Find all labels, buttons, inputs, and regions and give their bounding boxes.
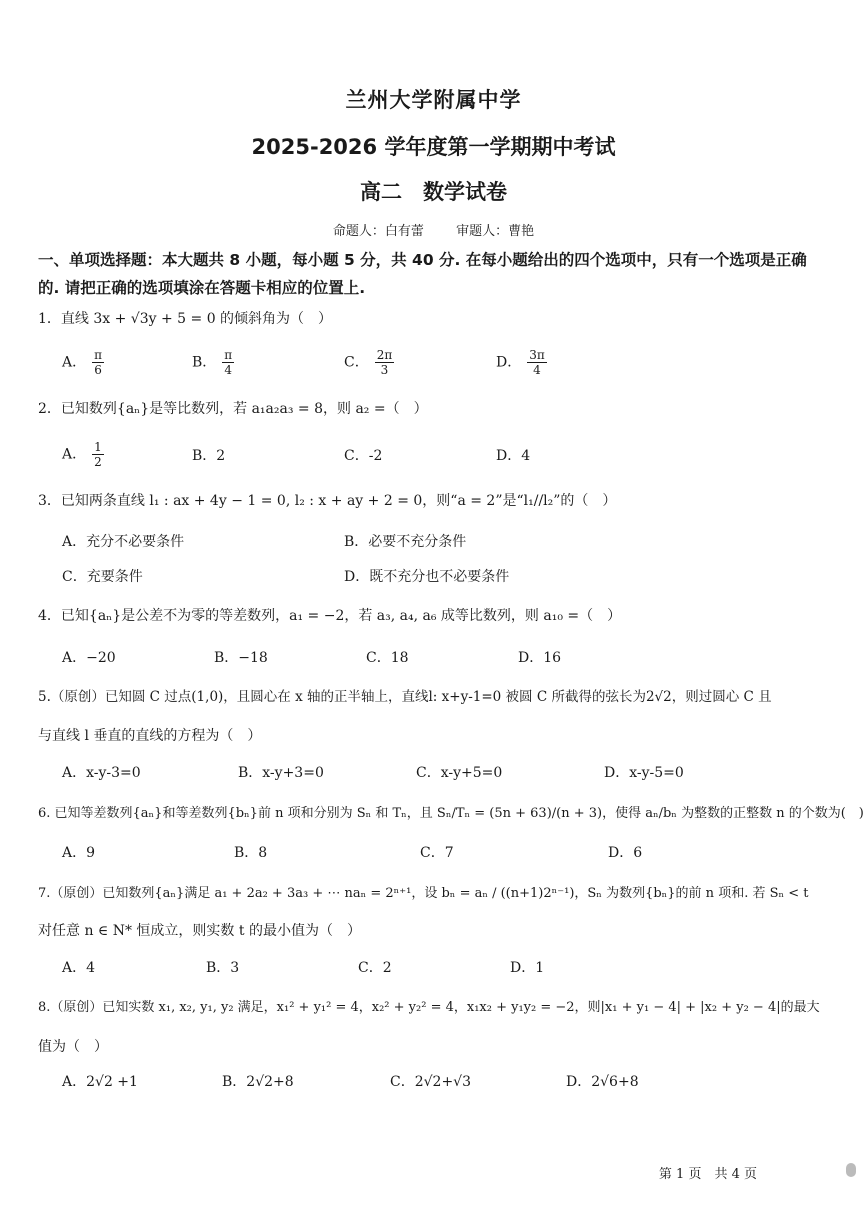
q7-option-d: D．1 — [510, 960, 545, 976]
q4-option-a: A．−20 — [62, 650, 116, 666]
q8-option-b: B．2√2+8 — [222, 1074, 294, 1090]
q5-option-a: A．x-y-3=0 — [62, 765, 141, 781]
question-5-stem: 5.（原创）已知圆 C 过点(1,0)，且圆心在 x 轴的正半轴上，直线l: x+y-1=0 被圆 C 所截得的弦长为2√2，则过圆心 C 且 — [38, 689, 772, 705]
q8-option-a: A．2√2 +1 — [62, 1074, 138, 1090]
school-title: 兰州大学附属中学 — [345, 88, 522, 112]
question-3-stem: 3．已知两条直线 l₁ : ax + 4y − 1 = 0, l₂ : x + ay + 2 = 0，则“a = 2”是“l₁//l₂”的（ ） — [38, 493, 617, 509]
q8-option-c: C．2√2+√3 — [390, 1074, 472, 1090]
question-5-stem-cont: 与直线 l 垂直的直线的方程为（ ） — [38, 728, 262, 744]
option-label: A． — [62, 354, 87, 371]
option-label: D． — [496, 354, 522, 371]
numerator: π — [224, 348, 233, 362]
q7-option-b: B．3 — [206, 960, 240, 976]
q8-option-d: D．2√6+8 — [566, 1074, 639, 1090]
q6-option-c: C．7 — [420, 845, 454, 861]
q3-option-a: A．充分不必要条件 — [62, 534, 185, 550]
setter-label: 命题人：白有蕾 — [332, 224, 424, 239]
numerator: π — [94, 348, 103, 362]
q2-option-a — [62, 440, 104, 469]
q5-option-c: C．x-y+5=0 — [416, 765, 503, 781]
q1-option-c — [344, 348, 394, 377]
section-instructions: 一、单项选择题：本大题共 8 小题，每小题 5 分，共 40 分. 在每小题给出的四个选项中，只有一个选项是正确的. 请把正确的选项填涂在答题卡相应的位置上. — [38, 251, 807, 297]
denominator: 6 — [94, 363, 102, 377]
question-6-stem: 6. 已知等差数列{aₙ}和等差数列{bₙ}前 n 项和分别为 Sₙ 和 Tₙ，且 Sₙ/Tₙ = (5n + 63)/(n + 3)，使得 aₙ/bₙ 为整数的正整数 n 的个数为( ) — [38, 806, 864, 821]
fraction — [92, 440, 104, 469]
q2-option-b: B．2 — [192, 448, 226, 464]
q3-option-b: B．必要不充分条件 — [344, 534, 467, 550]
question-8-stem-cont: 值为（ ） — [38, 1039, 108, 1055]
exam-title: 2025-2026 学年度第一学期期中考试 — [251, 135, 616, 159]
authors-line — [0, 220, 867, 239]
question-7-stem: 7.（原创）已知数列{aₙ}满足 a₁ + 2a₂ + 3a₃ + ⋯ naₙ = 2ⁿ⁺¹，设 bₙ = aₙ / ((n+1)2ⁿ⁻¹)，Sₙ 为数列{bₙ}的前 n 项和. 若 Sₙ < t — [38, 886, 809, 901]
question-2-stem: 2．已知数列{aₙ}是等比数列，若 a₁a₂a₃ = 8，则 a₂ =（ ） — [38, 401, 428, 417]
q4-option-d: D．16 — [518, 650, 562, 666]
fraction — [92, 348, 104, 377]
q2-option-c: C．-2 — [344, 448, 383, 464]
q4-option-b: B．−18 — [214, 650, 268, 666]
reviewer-label: 审题人：曹艳 — [456, 224, 535, 239]
fraction — [527, 348, 547, 377]
fraction — [375, 348, 395, 377]
page-number: 第 1 页 共 4 页 — [658, 1167, 757, 1182]
q1-option-d — [496, 348, 547, 377]
numerator: 3π — [529, 348, 545, 362]
q3-option-c: C．充要条件 — [62, 569, 143, 585]
q5-option-b: B．x-y+3=0 — [238, 765, 324, 781]
edge-marker — [846, 1163, 856, 1177]
option-label: A． — [62, 446, 87, 463]
denominator: 4 — [533, 363, 541, 377]
question-7-stem-cont: 对任意 n ∈ N* 恒成立，则实数 t 的最小值为（ ） — [38, 923, 361, 939]
q7-option-c: C．2 — [358, 960, 392, 976]
denominator: 3 — [380, 363, 389, 377]
q1-option-a — [62, 348, 104, 377]
question-1-stem: 1．直线 3x + √3y + 5 = 0 的倾斜角为（ ） — [38, 311, 333, 327]
fraction — [222, 348, 234, 377]
q6-option-d: D．6 — [608, 845, 643, 861]
numerator: 2π — [376, 348, 393, 362]
q3-option-d: D．既不充分也不必要条件 — [344, 569, 510, 585]
q1-option-b — [192, 348, 234, 377]
numerator: 1 — [94, 440, 102, 454]
question-8-stem: 8.（原创）已知实数 x₁, x₂, y₁, y₂ 满足，x₁² + y₁² = 4，x₂² + y₂² = 4，x₁x₂ + y₁y₂ = −2，则|x₁ + y₁ − 4| + |x₂ + y₂ − 4|的最大 — [38, 1000, 820, 1015]
q6-option-b: B．8 — [234, 845, 268, 861]
q7-option-a: A．4 — [62, 960, 96, 976]
option-label: C． — [344, 354, 369, 371]
q6-option-a: A．9 — [62, 845, 96, 861]
q5-option-d: D．x-y-5=0 — [604, 765, 684, 781]
option-label: B． — [192, 354, 217, 371]
q2-option-d: D．4 — [496, 448, 531, 464]
subject-title: 高二 数学试卷 — [360, 180, 507, 204]
question-4-stem: 4．已知{aₙ}是公差不为零的等差数列，a₁ = −2，若 a₃, a₄, a₆ 成等比数列，则 a₁₀ =（ ） — [38, 608, 622, 624]
denominator: 2 — [94, 455, 102, 469]
denominator: 4 — [224, 363, 233, 377]
q4-option-c: C．18 — [366, 650, 409, 666]
